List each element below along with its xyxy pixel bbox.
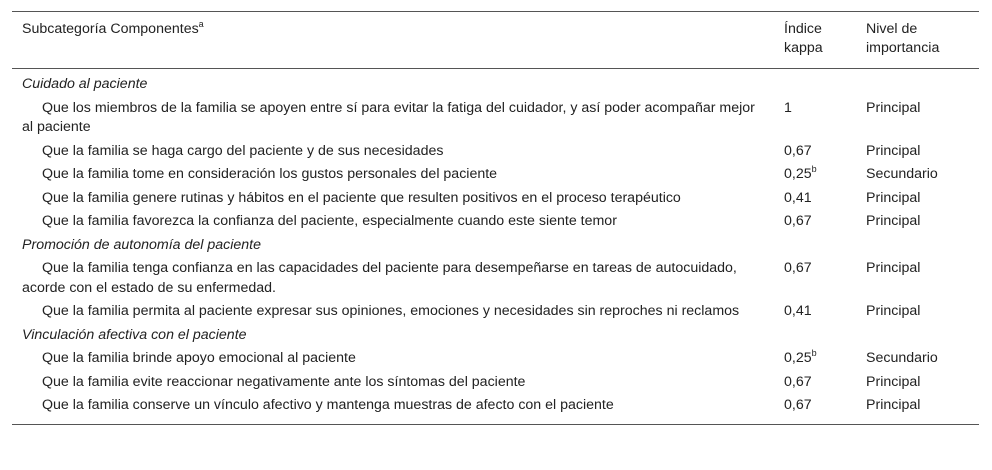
component-text: Que la familia genere rutinas y hábitos en el paciente que resulten positivos en el proceso terapéutico [42, 189, 681, 206]
table-row [12, 98, 979, 141]
section-title: Vinculación afectiva con el paciente [22, 326, 247, 343]
table-row [12, 141, 979, 165]
header-kappa-line1: Índice [784, 21, 822, 37]
table-body [12, 69, 979, 425]
importance-cell [856, 98, 979, 141]
importance-value: Principal [866, 99, 921, 116]
importance-cell [856, 211, 979, 235]
importance-value: Secundario [866, 166, 938, 182]
component-cell [12, 188, 774, 212]
importance-value: Principal [866, 397, 921, 413]
kappa-value: 0,67 [784, 213, 812, 229]
kappa-table-container [12, 11, 979, 425]
component-cell [12, 164, 774, 188]
table-header [12, 12, 979, 69]
table-row [12, 372, 979, 396]
component-cell [12, 301, 774, 325]
component-text: Que la familia tome en consideración los gustos personales del paciente [42, 166, 498, 182]
header-importance-line1: Nivel de [866, 21, 918, 37]
kappa-value: 0,67 [784, 142, 812, 159]
header-kappa-line2: kappa [784, 40, 823, 56]
component-cell [12, 141, 774, 165]
importance-cell [856, 164, 979, 188]
kappa-footnote-marker: b [811, 164, 817, 174]
component-cell [12, 372, 774, 396]
kappa-value: 0,25 [784, 350, 812, 366]
importance-value: Principal [866, 189, 921, 206]
kappa-cell [774, 141, 856, 165]
component-cell [12, 395, 774, 424]
kappa-cell [774, 258, 856, 301]
table-row [12, 164, 979, 188]
component-text: Que la familia favorezca la confianza del paciente, especialmente cuando este siente temor [42, 213, 617, 229]
kappa-cell [774, 301, 856, 325]
component-text: Que la familia conserve un vínculo afectivo y mantenga muestras de afecto con el paciente [42, 397, 614, 413]
section-title: Promoción de autonomía del paciente [22, 236, 261, 253]
kappa-value: 1 [784, 99, 792, 116]
kappa-cell [774, 395, 856, 424]
kappa-value: 0,67 [784, 260, 812, 276]
importance-cell [856, 395, 979, 424]
importance-value: Principal [866, 260, 921, 276]
table-row [12, 395, 979, 424]
component-text: Que la familia brinde apoyo emocional al paciente [42, 350, 356, 366]
section-title: Cuidado al paciente [22, 76, 148, 92]
kappa-value: 0,41 [784, 189, 812, 206]
component-text: Que los miembros de la familia se apoyen entre sí para evitar la fatiga del cuidador, y así poder acompañar mejor al paciente [22, 99, 755, 135]
component-cell [12, 258, 774, 301]
table-row [12, 258, 979, 301]
component-text: Que la familia se haga cargo del paciente y de sus necesidades [42, 142, 444, 159]
section-row [12, 235, 979, 259]
kappa-cell [774, 348, 856, 372]
section-row [12, 69, 979, 98]
kappa-cell [774, 98, 856, 141]
kappa-value: 0,25 [784, 166, 812, 182]
component-cell [12, 348, 774, 372]
table-row [12, 188, 979, 212]
header-importance-line2: importancia [866, 40, 940, 56]
kappa-table [12, 11, 979, 425]
importance-cell [856, 301, 979, 325]
header-kappa [774, 12, 856, 69]
kappa-value: 0,41 [784, 303, 812, 319]
kappa-value: 0,67 [784, 373, 812, 390]
section-row [12, 325, 979, 349]
importance-value: Principal [866, 142, 921, 159]
kappa-footnote-marker: b [811, 348, 817, 358]
table-row [12, 348, 979, 372]
header-footnote-marker: a [198, 19, 204, 29]
header-row [12, 12, 979, 69]
kappa-cell [774, 372, 856, 396]
importance-cell [856, 188, 979, 212]
component-cell [12, 98, 774, 141]
importance-cell [856, 141, 979, 165]
header-subcategory-label: Subcategoría Componentes [22, 21, 199, 37]
component-text: Que la familia tenga confianza en las capacidades del paciente para desempeñarse en tareas de autocuidado, acorde con el estado de su enfermedad. [22, 260, 737, 296]
header-importance [856, 12, 979, 69]
header-subcategory [12, 12, 774, 69]
importance-cell [856, 258, 979, 301]
component-cell [12, 211, 774, 235]
table-row [12, 211, 979, 235]
importance-cell [856, 372, 979, 396]
table-row [12, 301, 979, 325]
importance-value: Principal [866, 303, 921, 319]
component-text: Que la familia permita al paciente expresar sus opiniones, emociones y necesidades sin reproches ni reclamos [42, 303, 740, 319]
kappa-cell [774, 164, 856, 188]
importance-value: Principal [866, 213, 921, 229]
component-text: Que la familia evite reaccionar negativamente ante los síntomas del paciente [42, 373, 526, 390]
importance-cell [856, 348, 979, 372]
importance-value: Secundario [866, 350, 938, 366]
kappa-cell [774, 211, 856, 235]
kappa-value: 0,67 [784, 397, 812, 413]
kappa-cell [774, 188, 856, 212]
importance-value: Principal [866, 373, 921, 390]
